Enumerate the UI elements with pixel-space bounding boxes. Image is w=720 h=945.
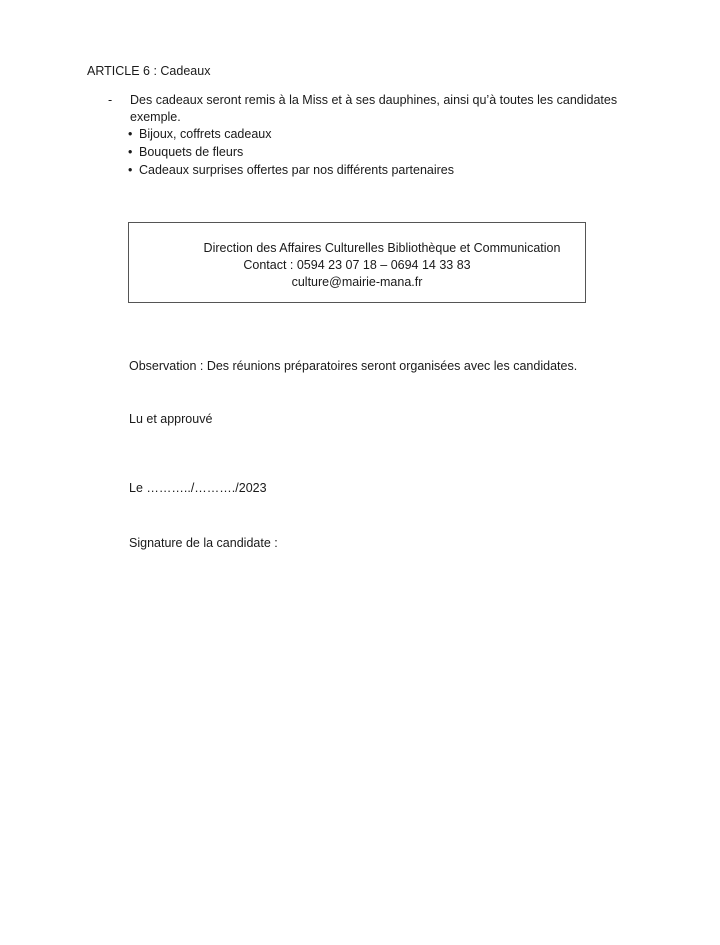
list-dash: - [108,93,113,107]
gift-list-item [128,145,243,159]
signature-label: Signature de la candidate : [129,536,278,550]
gifts-intro-line2: exemple. [130,110,181,124]
gift-item-label: Bouquets de fleurs [139,145,244,159]
date-field: Le ………../………./2023 [129,481,267,495]
contact-box [128,222,586,303]
article-title: ARTICLE 6 : Cadeaux [87,64,211,78]
contact-email: culture@mairie-mana.fr [291,275,423,289]
bullet-icon: • [128,163,133,177]
gift-list-item [128,127,271,141]
bullet-icon: • [128,145,133,159]
observation-text: Observation : Des réunions préparatoires seront organisées avec les candidates. [129,359,578,373]
approval-text: Lu et approuvé [129,412,213,426]
gift-item-label: Bijoux, coffrets cadeaux [139,127,272,141]
contact-department: Direction des Affaires Culturelles Bibliothèque et Communication [203,241,561,255]
gifts-intro-line1: Des cadeaux seront remis à la Miss et à ses dauphines, ainsi qu’à toutes les candidates [130,93,618,107]
gift-item-label: Cadeaux surprises offertes par nos différents partenaires [139,163,454,177]
gift-list-item [128,163,454,177]
bullet-icon: • [128,127,133,141]
contact-phone: Contact : 0594 23 07 18 – 0694 14 33 83 [243,258,471,272]
